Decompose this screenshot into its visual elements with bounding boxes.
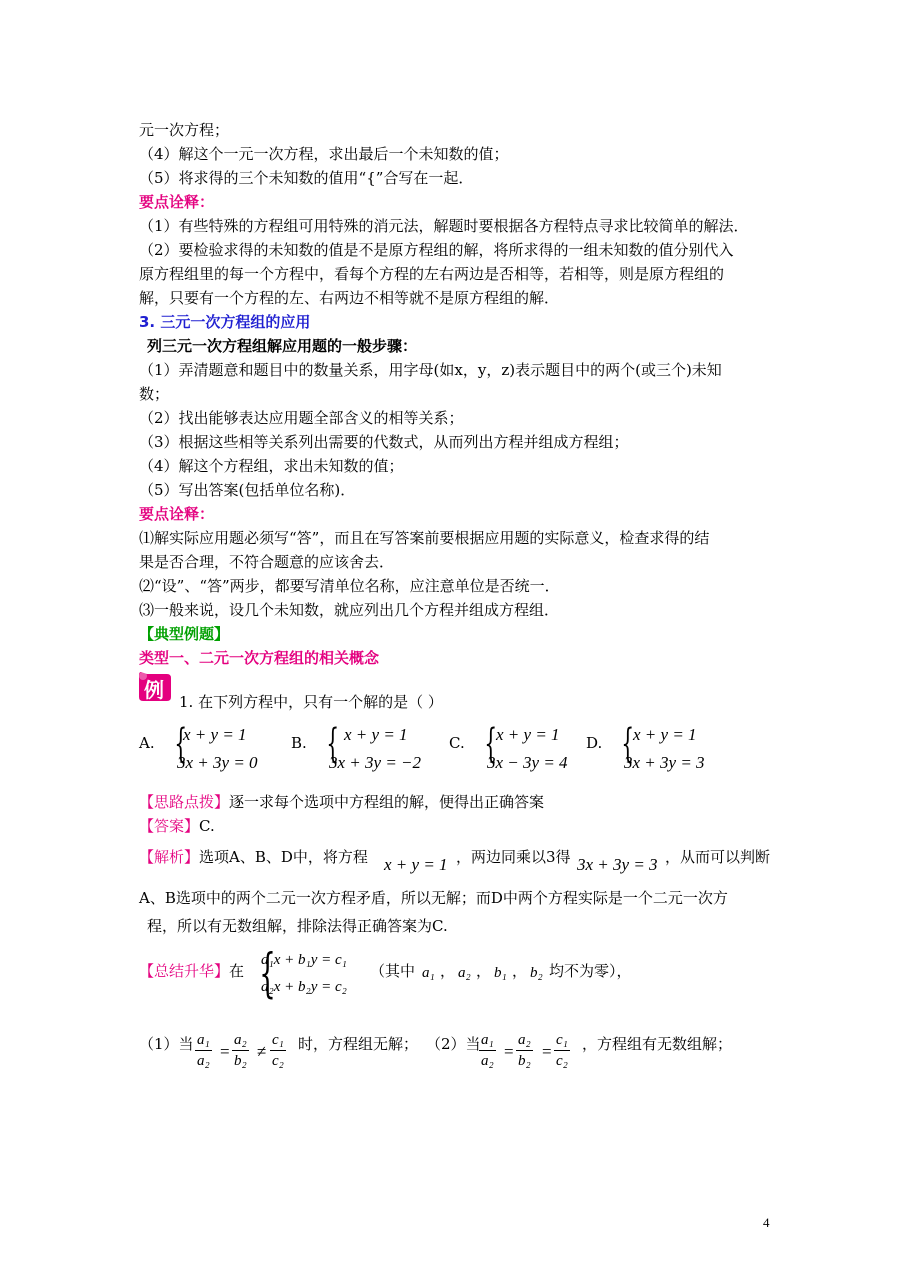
brace-icon: { (174, 721, 188, 767)
text-line: （2）要检验求得的未知数的值是不是原方程组的解，将所求得的一组未知数的值分别代入 (139, 241, 734, 259)
separator: ， (440, 962, 456, 980)
text-line: ⑶一般来说，设几个未知数，就应列出几个方程并组成方程组． (139, 601, 560, 619)
summary-line (139, 961, 244, 981)
text-line: 原方程组里的每一个方程中，看每个方程的左右两边是否相等，若相等，则是原方程组的 (139, 265, 725, 283)
answer-line (139, 816, 215, 836)
variable: a₂ (458, 965, 471, 981)
text-line: （3）根据这些相等关系列出需要的代数式，从而列出方程并组成方程组； (139, 433, 629, 451)
analysis-line (139, 847, 368, 867)
analysis-tag: 【解析】 (139, 848, 200, 866)
text-line: （1）有些特殊的方程组可用特殊的消元法，解题时要根据各方程特点寻求比较简单的解法． (139, 217, 749, 235)
equation: a₁x + b₁y = c₁ (261, 952, 347, 968)
fraction: $\frac{\text{a₂}}{\text{b₂}}$ (234, 1032, 247, 1069)
heading-examples: 【典型例题】 (139, 625, 230, 643)
equation: 3x + 3y = 0 (177, 753, 258, 772)
text-line: （1）弄清题意和题目中的数量关系，用字母(如x，y，z)表示题目中的两个(或三个)未知 (139, 361, 722, 379)
fraction: $\frac{\text{a₂}}{\text{b₂}}$ (518, 1032, 531, 1069)
hint-tag: 【思路点拨】 (139, 793, 230, 811)
separator: ， (476, 962, 492, 980)
analysis-text: 选项A、B、D中，将方程 (199, 848, 368, 866)
option-label: D. (586, 734, 603, 752)
equation: 3x + 3y = −2 (329, 753, 422, 772)
equation: 3x − 3y = 4 (487, 753, 568, 772)
text-line: 元一次方程； (139, 121, 230, 139)
equation: x + y = 1 (633, 725, 697, 744)
summary-text: 在 (229, 962, 245, 980)
analysis-text: ，从而可以判断 (665, 848, 771, 866)
text-line: 数； (139, 385, 170, 403)
separator: ， (512, 962, 528, 980)
text-line: （4）解这个一元一次方程，求出最后一个未知数的值； (139, 145, 509, 163)
equation: 3x + 3y = 3 (624, 753, 705, 772)
text-line: 果是否合理，不符合题意的应该舍去． (139, 553, 395, 571)
condition-2-text: ，方程组有无数组解； (582, 1035, 733, 1053)
heading-type-1: 类型一、二元一次方程组的相关概念 (139, 649, 380, 667)
fraction: $\frac{\text{a₁}}{\text{a₂}}$ (481, 1032, 494, 1069)
brace-icon: { (259, 944, 276, 1004)
text-line: （2）找出能够表达应用题全部含义的相等关系； (139, 409, 464, 427)
text-line: （5）将求得的三个未知数的值用“{”合写在一起． (139, 169, 474, 187)
analysis-text: A、B选项中的两个二元一次方程矛盾，所以无解；而D中两个方程实际是一个二元一次方 (139, 889, 728, 907)
equation: x + y = 1 (496, 725, 560, 744)
option-label: B. (291, 734, 307, 752)
equals-sign: = (504, 1042, 514, 1061)
summary-text: 均不为零）， (549, 962, 632, 980)
text-line: ⑴解实际应用题必须写“答”，而且在写答案前要根据应用题的实际意义，检查求得的结 (139, 529, 710, 547)
equation: 3x + 3y = 3 (577, 855, 658, 874)
answer-tag: 【答案】 (139, 817, 200, 835)
condition-2-text: （2）当 (426, 1035, 481, 1053)
example-badge-label: 例 (144, 678, 164, 702)
variable: a₁ (422, 965, 435, 981)
example-badge (137, 670, 173, 704)
text-line: （4）解这个方程组，求出未知数的值； (139, 457, 404, 475)
summary-text: （其中 (370, 962, 416, 980)
fraction: $\frac{\text{a₁}}{\text{a₂}}$ (197, 1032, 210, 1069)
option-label: A. (139, 734, 155, 752)
condition-1-text: 时，方程组无解； (298, 1035, 419, 1053)
equals-sign: = (542, 1042, 552, 1061)
heading-key-points: 要点诠释： (139, 193, 215, 211)
equation: x + y = 1 (384, 855, 448, 874)
summary-tag: 【总结升华】 (139, 962, 230, 980)
page-number: 4 (763, 1215, 770, 1230)
heading-key-points: 要点诠释： (139, 505, 215, 523)
option-label: C. (449, 734, 465, 752)
fraction: $\frac{\text{c₁}}{\text{c₂}}$ (272, 1032, 284, 1069)
text-line: 解，只要有一个方程的左、右两边不相等就不是原方程组的解． (139, 289, 560, 307)
answer-text: C. (199, 817, 215, 835)
question-text: 1. 在下列方程中，只有一个解的是（ ） (179, 693, 443, 711)
brace-icon: { (326, 721, 340, 767)
subheading: 列三元一次方程组解应用题的一般步骤： (147, 337, 418, 355)
fraction: $\frac{\text{c₁}}{\text{c₂}}$ (556, 1032, 568, 1069)
text-line: （5）写出答案(包括单位名称)． (139, 481, 356, 499)
variable: b₂ (530, 965, 543, 981)
equation: x + y = 1 (344, 725, 408, 744)
hint-text: 逐一求每个选项中方程组的解，便得出正确答案 (229, 793, 545, 811)
condition-1-text: （1）当 (139, 1035, 194, 1053)
not-equal-sign: ≠ (257, 1042, 267, 1061)
text-line: ⑵“设”、“答”两步，都要写清单位名称，应注意单位是否统一． (139, 577, 560, 595)
section-heading: 3. 三元一次方程组的应用 (139, 313, 311, 331)
brace-icon: { (621, 721, 635, 767)
equation: x + y = 1 (183, 725, 247, 744)
hint-line (139, 792, 544, 812)
variable: b₁ (494, 965, 507, 981)
analysis-text: 程，所以有无数组解，排除法得正确答案为C. (147, 917, 448, 935)
equals-sign: = (220, 1042, 230, 1061)
analysis-text: ，两边同乘以3得 (456, 848, 571, 866)
equation: a₂x + b₂y = c₂ (261, 979, 347, 995)
brace-icon: { (484, 721, 498, 767)
